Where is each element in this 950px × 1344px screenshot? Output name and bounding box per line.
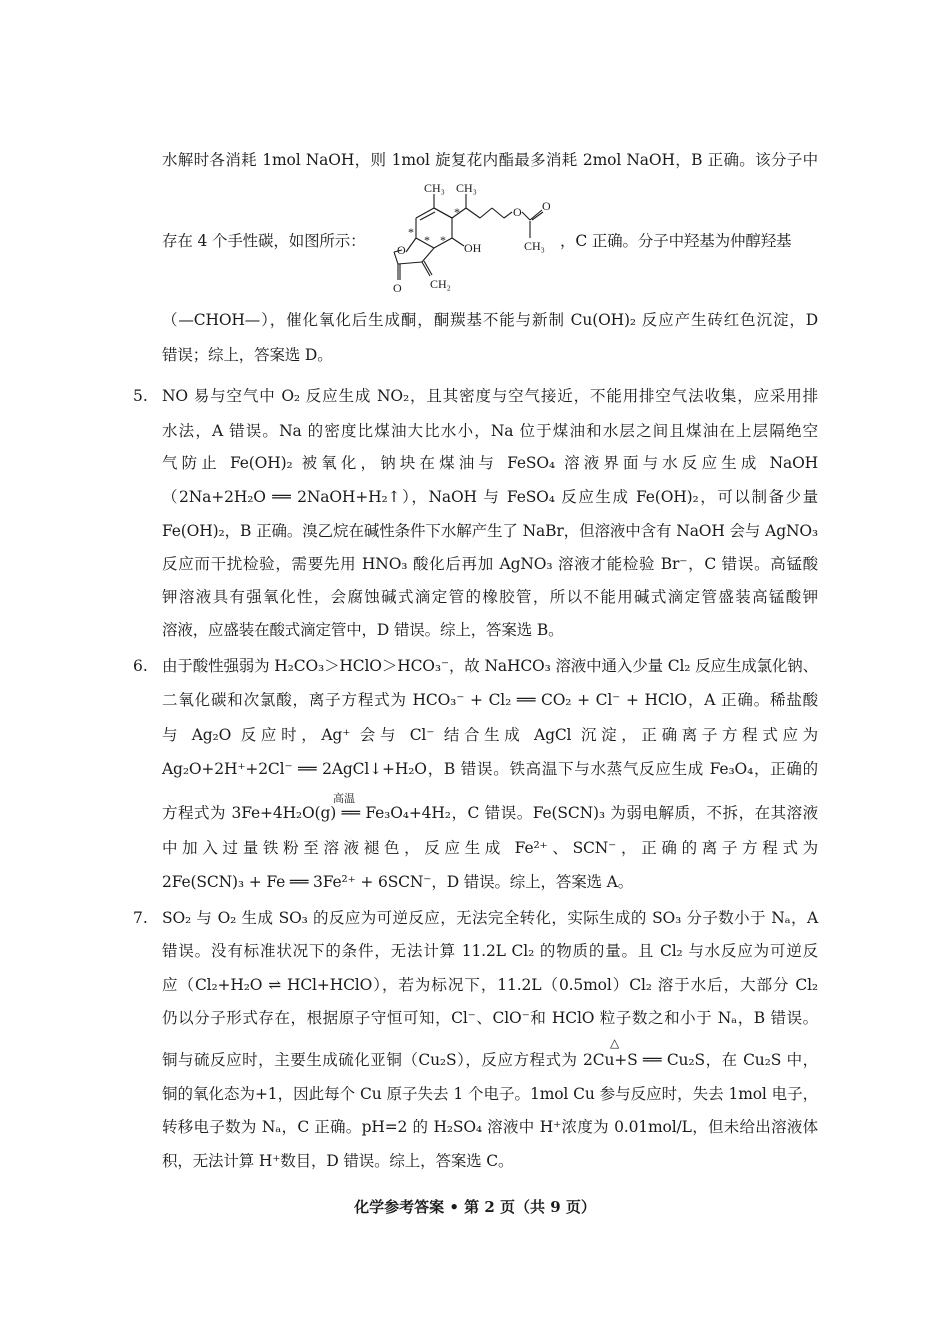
q6-line: Ag₂O+2H⁺+2Cl⁻ ══ 2AgCl↓+H₂O，B 错误。铁高温下与水蒸气反应生成 Fe₃O₄，正确的	[162, 760, 818, 778]
label-ch2: CH₂	[430, 277, 451, 291]
q5-line: NO 易与空气中 O₂ 反应生成 NO₂，且其密度与空气接近，不能用排空气法收集，应采用排	[162, 387, 818, 405]
intro-line-4: 错误；综上，答案选 D。	[162, 346, 333, 364]
q5-line: 水法，A 错误。Na 的密度比煤油大比水小，Na 位于煤油和水层之间且煤油在上层隔绝空	[162, 422, 818, 440]
label-o-ester2: O	[542, 199, 550, 213]
q7-line: 错误。没有标准状况下的条件，无法计算 11.2L Cl₂ 的物质的量。且 Cl₂ 与水反应为可逆反	[162, 942, 818, 960]
q5-line: 反应而干扰检验，需要先用 HNO₃ 酸化后再加 AgNO₃ 溶液才能检验 Br⁻，C 错误。高锰酸	[162, 555, 818, 573]
intro-line-1: 水解时各消耗 1mol NaOH，则 1mol 旋复花内酯最多消耗 2mol NaOH，B 正确。该分子中	[162, 151, 818, 169]
q5-line: 钾溶液具有强氧化性，会腐蚀碱式滴定管的橡胶管，所以不能用碱式滴定管盛装高锰酸钾	[162, 588, 818, 606]
star-4: *	[440, 233, 446, 247]
label-o-ring: O	[397, 243, 406, 257]
label-o-carbonyl: O	[393, 281, 402, 295]
label-ch3-top: CH₃	[424, 181, 445, 195]
q7-line: 仍以分子形式存在，根据原子守恒可知，Cl⁻、ClO⁻和 HClO 粒子数之和小于 Nₐ，B 错误。	[162, 1009, 818, 1027]
q6-line: 方程式为 3Fe+4H₂O(g) ══ Fe₃O₄+4H₂，C 错误。Fe(SCN)₃ 为弱电解质，不拆，在其溶液	[162, 804, 818, 822]
page-footer: 化学参考答案 • 第 2 页（共 9 页）	[354, 1198, 596, 1216]
structure-svg	[372, 180, 550, 295]
q6-line: 中加入过量铁粉至溶液褪色，反应生成 Fe²⁺、SCN⁻，正确的离子方程式为	[162, 839, 818, 857]
q7-line: 铜的氧化态为+1，因此每个 Cu 原子失去 1 个电子。1mol Cu 参与反应时，失去 1mol 电子，	[162, 1085, 818, 1103]
q7-number: 7.	[133, 909, 148, 927]
intro-line-2-right: ，C 正确。分子中羟基为仲醇羟基	[560, 232, 792, 250]
intro-line-3: （—CHOH—），催化氧化后生成酮，酮羰基不能与新制 Cu(OH)₂ 反应产生砖红色沉淀，D	[162, 311, 818, 329]
label-o-ester: O	[513, 205, 522, 219]
q5-line: 溶液，应盛装在酸式滴定管中，D 错误。综上，答案选 B。	[162, 621, 564, 639]
label-oh: OH	[464, 241, 482, 255]
q7-line: 铜与硫反应时，主要生成硫化亚铜（Cu₂S），反应方程式为 2Cu+S ══ Cu₂S，在 Cu₂S 中，	[162, 1051, 818, 1069]
q6-line: 二氧化碳和次氯酸，离子方程式为 HCO₃⁻ + Cl₂ ══ CO₂ + Cl⁻ + HClO，A 正确。稀盐酸	[162, 691, 818, 709]
label-ch3-iso: CH₃	[456, 181, 477, 195]
q7-line: 应（Cl₂+H₂O ⇌ HCl+HClO），若为标况下，11.2L（0.5mol）Cl₂ 溶于水后，大部分 Cl₂	[162, 976, 818, 994]
q7-line: 积，无法计算 H⁺数目，D 错误。综上，答案选 C。	[162, 1152, 514, 1170]
q7-line: 转移电子数为 Nₐ，C 正确。pH=2 的 H₂SO₄ 溶液中 H⁺浓度为 0.01mol/L，但未给出溶液体	[162, 1118, 818, 1136]
chemical-structure-figure	[372, 180, 550, 295]
q5-number: 5.	[133, 387, 148, 405]
q5-line: 气防止 Fe(OH)₂ 被氧化，钠块在煤油与 FeSO₄ 溶液界面与水反应生成 NaOH	[162, 454, 818, 472]
q5-line: Fe(OH)₂，B 正确。溴乙烷在碱性条件下水解产生了 NaBr，但溶液中含有 NaOH 会与 AgNO₃	[162, 522, 818, 540]
q7-line: SO₂ 与 O₂ 生成 SO₃ 的反应为可逆反应，无法完全转化，实际生成的 SO₃ 分子数小于 Nₐ，A	[162, 909, 818, 927]
q7-heat-label: △	[610, 1036, 620, 1050]
star-2: *	[408, 225, 414, 239]
q6-number: 6.	[133, 657, 148, 675]
star-1: *	[454, 205, 460, 219]
star-3: *	[424, 233, 430, 247]
q5-line: （2Na+2H₂O ══ 2NaOH+H₂↑），NaOH 与 FeSO₄ 反应生成 Fe(OH)₂，可以制备少量	[162, 488, 818, 506]
q6-line: 由于酸性强弱为 H₂CO₃＞HClO＞HCO₃⁻，故 NaHCO₃ 溶液中通入少量 Cl₂ 反应生成氯化钠、	[162, 657, 818, 675]
label-ch3-acetyl: CH₃	[524, 239, 545, 253]
q6-line: 2Fe(SCN)₃ + Fe ══ 3Fe²⁺ + 6SCN⁻，D 错误。综上，答案选 A。	[162, 873, 634, 891]
intro-line-2-left: 存在 4 个手性碳，如图所示：	[162, 232, 366, 250]
q6-high-temp-label: 高温	[333, 792, 355, 805]
q6-line: 与 Ag₂O 反应时，Ag⁺ 会与 Cl⁻ 结合生成 AgCl 沉淀，正确离子方程式应为	[162, 726, 818, 744]
